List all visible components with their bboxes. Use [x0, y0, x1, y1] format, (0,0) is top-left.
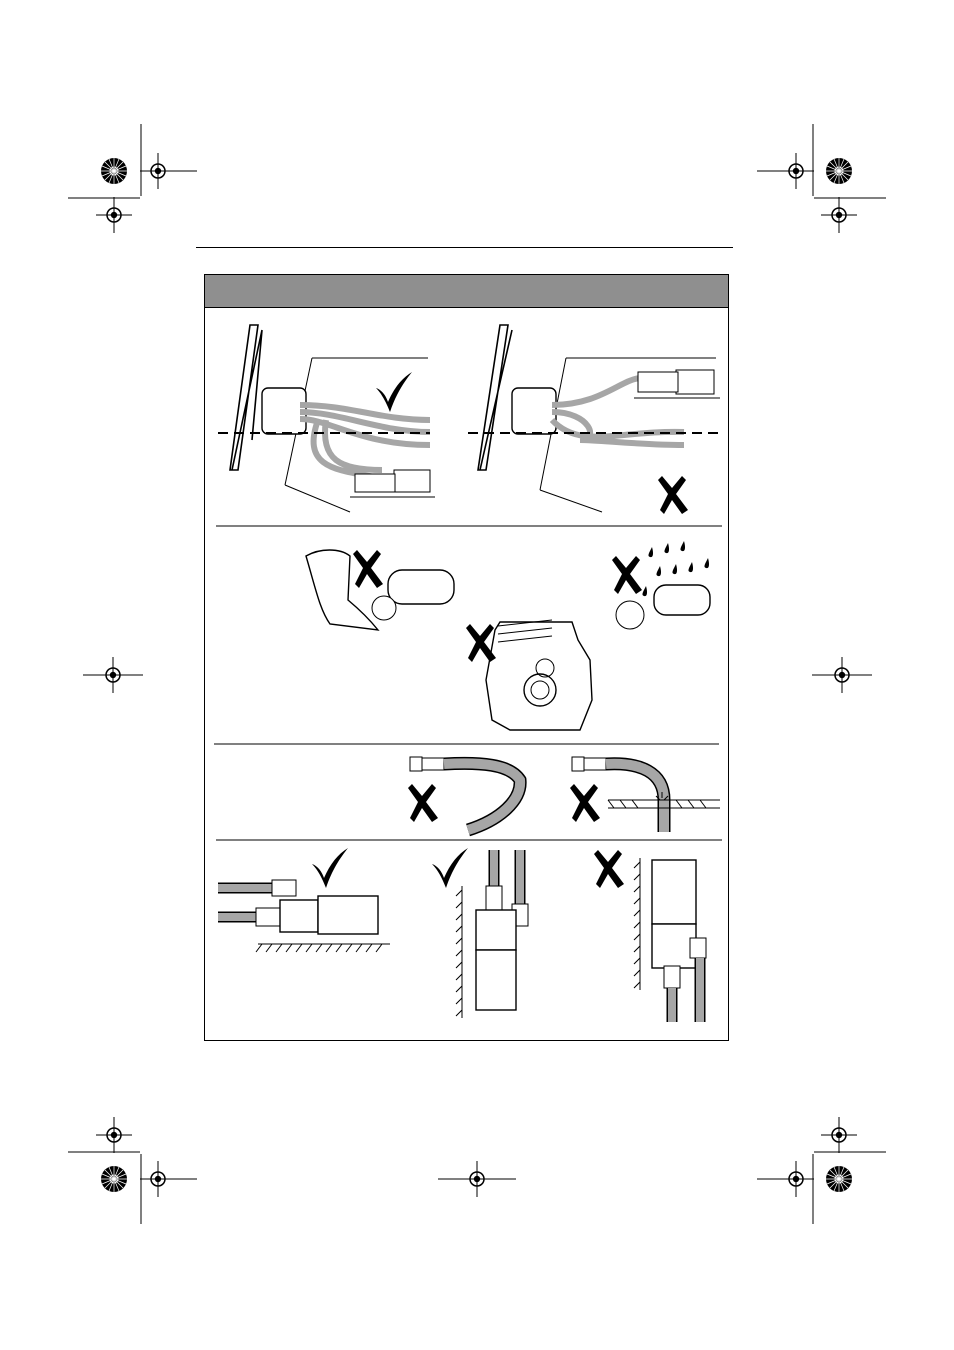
x-mark-icon: [466, 624, 496, 662]
x-mark-icon: [353, 550, 383, 588]
x-mark-icon: [570, 784, 600, 822]
check-mark-icon: [432, 848, 468, 888]
section-pump-orientation: [218, 848, 706, 1022]
x-mark-icon: [658, 476, 688, 514]
section-pump-location: [306, 541, 710, 730]
check-mark-icon: [376, 372, 412, 412]
section-pump-height-correct: [218, 325, 435, 512]
x-mark-icon: [594, 850, 624, 888]
section-pump-height-wrong: [468, 325, 720, 514]
section-hose-routing: [408, 757, 720, 832]
x-mark-icon: [408, 784, 438, 822]
check-mark-icon: [312, 848, 348, 888]
x-mark-icon: [612, 556, 642, 594]
